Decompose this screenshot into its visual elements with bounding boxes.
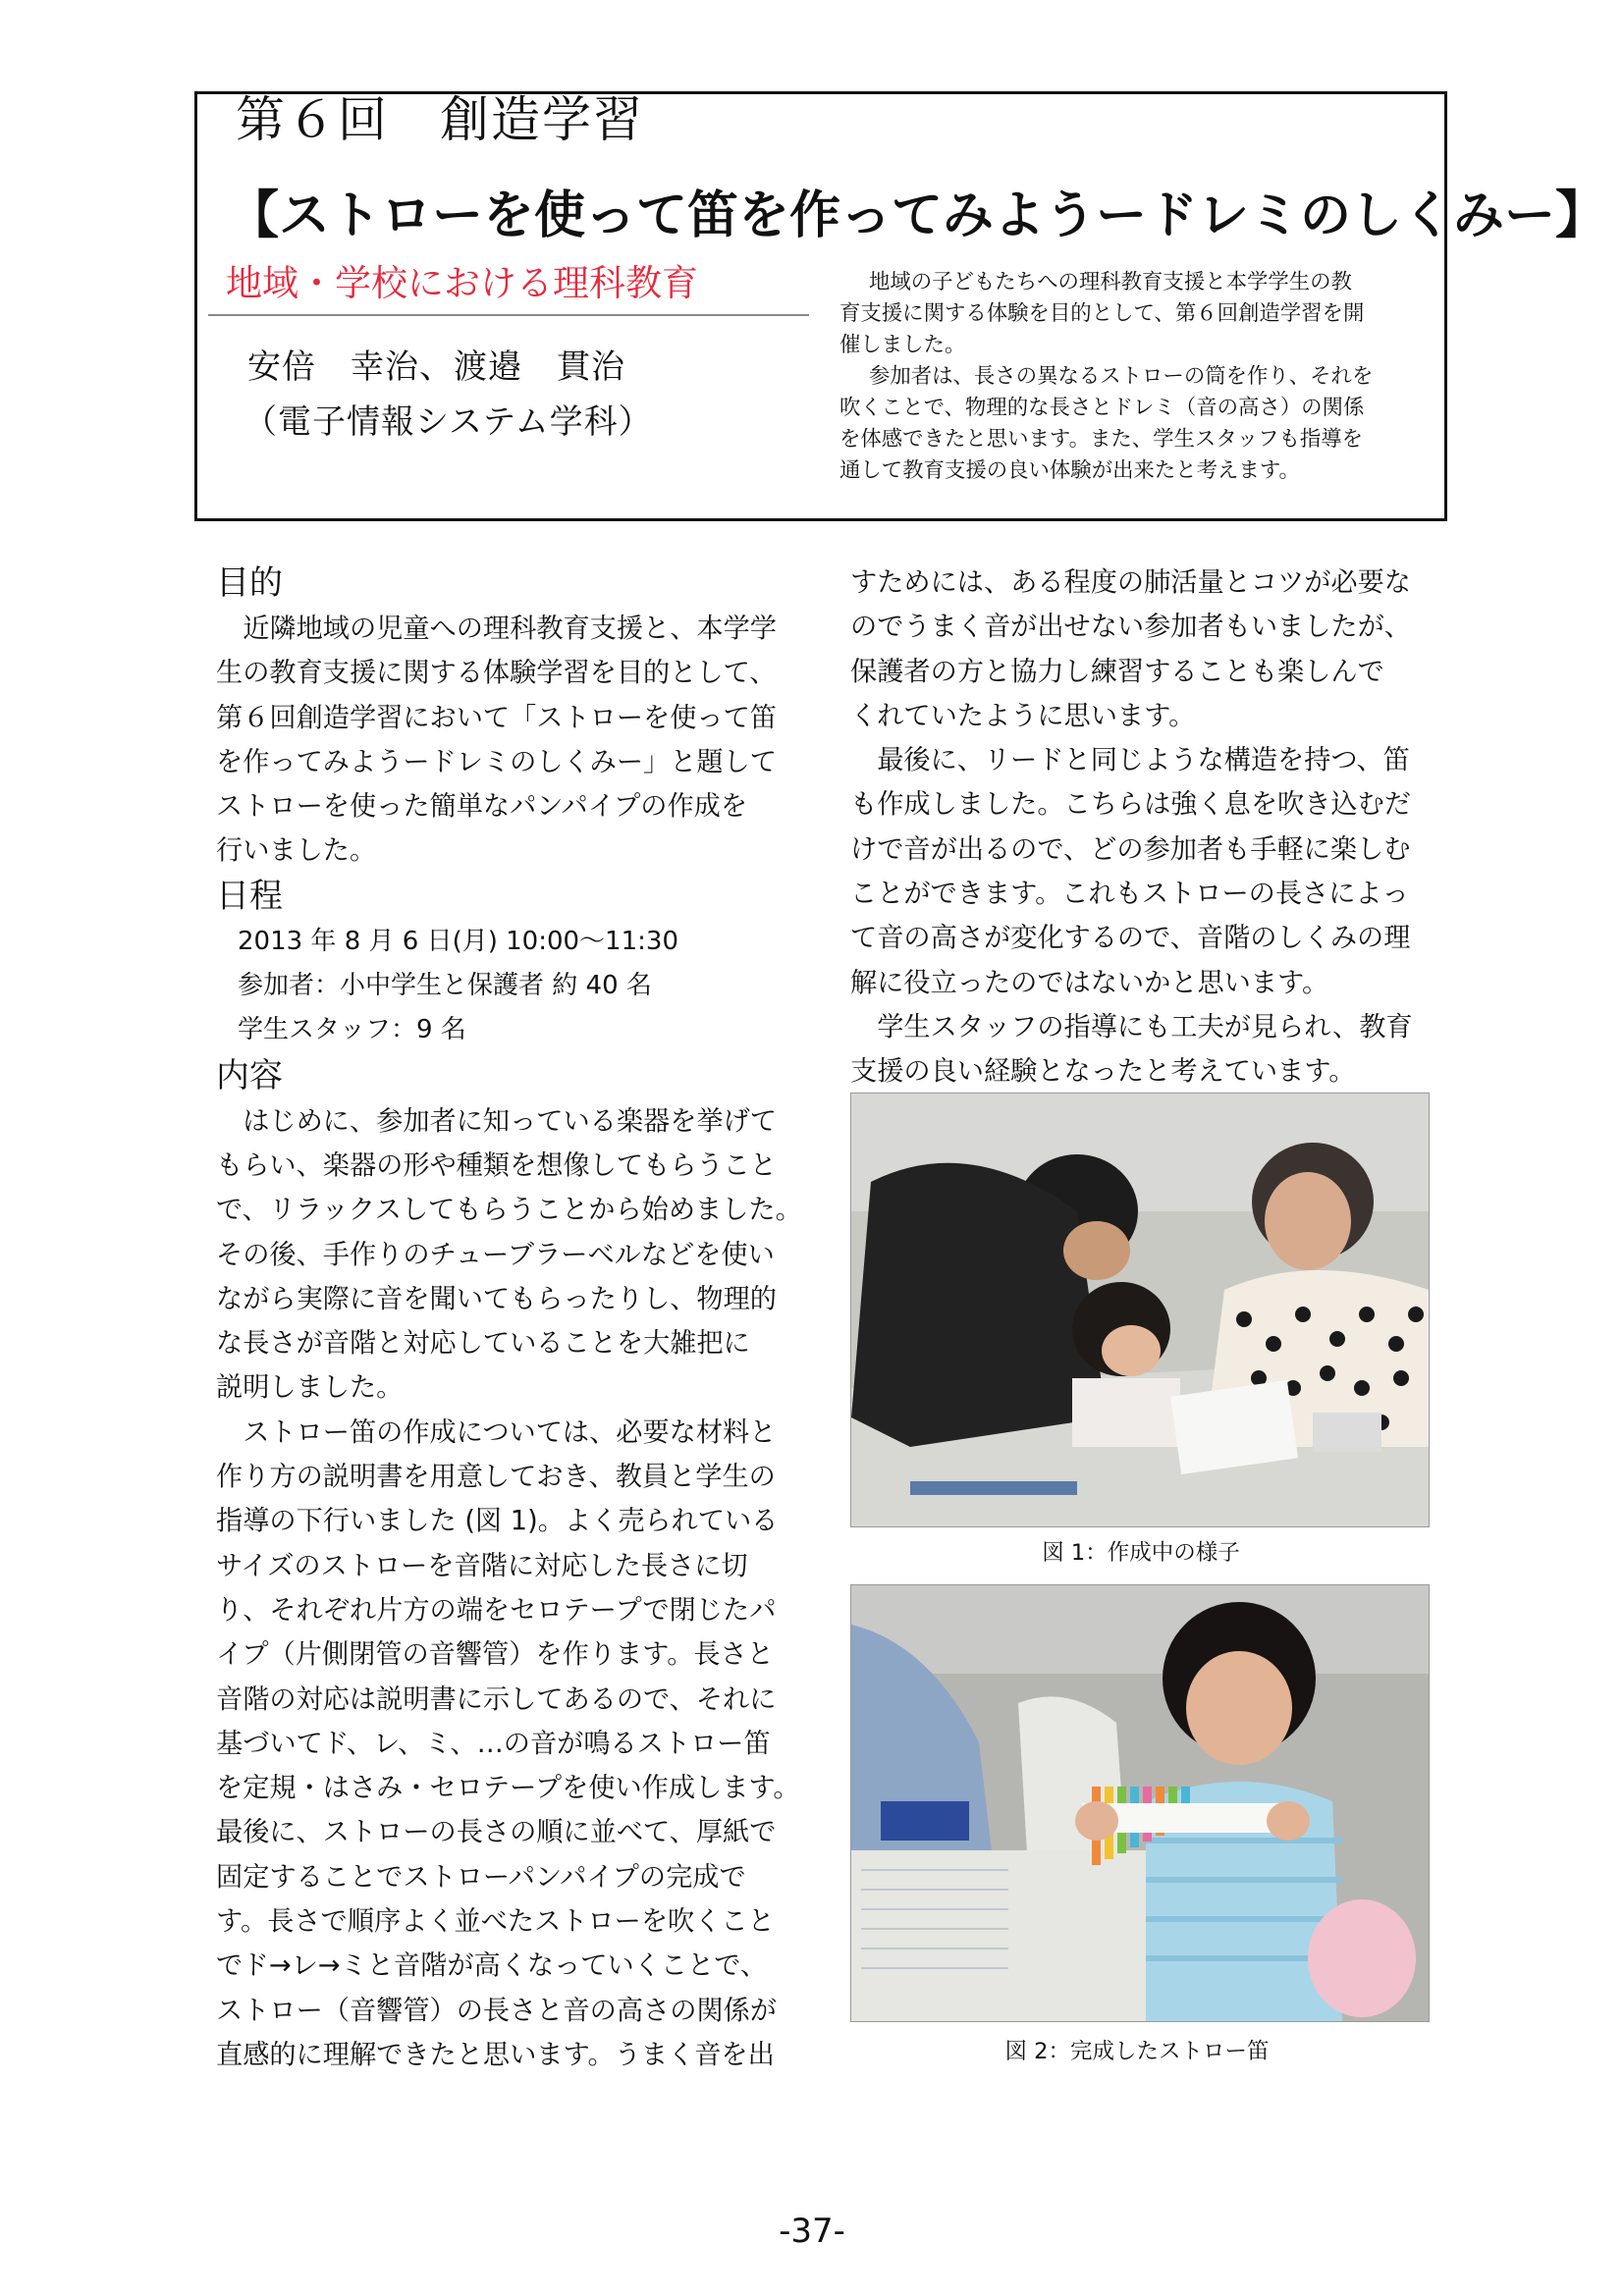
body-line: り、それぞれ片方の端をセロテープで閉じたパ: [216, 1594, 777, 1626]
field-divider: [208, 314, 809, 316]
abstract-line: 参加者は、長さの異なるストローの筒を作り、それを: [868, 364, 1374, 389]
body-line: 説明しました。: [216, 1372, 404, 1404]
figure-1-photo: [850, 1093, 1430, 1527]
figure-2-illustration: [851, 1585, 1429, 2021]
right-column: [850, 561, 1439, 1095]
body-line: 学生スタッフの指導にも工夫が見られ、教育: [877, 1011, 1413, 1042]
body-line: 作り方の説明書を用意しておき、教員と学生の: [216, 1462, 776, 1493]
body-line: 近隣地域の児童への理科教育支援と、本学学: [243, 614, 777, 644]
left-column: [216, 561, 805, 2077]
body-line: な長さが音階と対応していることを大雑把に: [216, 1328, 750, 1360]
body-line: もらい、楽器の形や種類を想像してもらうこと: [216, 1149, 777, 1181]
body-line: を作ってみようードレミのしくみー」と題して: [216, 746, 777, 777]
body-line: その後、手作りのチューブラーベルなどを使い: [216, 1239, 775, 1270]
figure-1-illustration: [851, 1094, 1429, 1526]
body-line: 行いました。: [216, 835, 377, 867]
body-line: はじめに、参加者に知っている楽器を挙げて: [243, 1105, 777, 1137]
article-title: 【ストローを使って笛を作ってみようードレミのしくみー】: [228, 187, 1607, 245]
abstract: [839, 267, 1409, 487]
body-line: て音の高さが変化するので、音階のしくみの理: [850, 923, 1411, 954]
schedule-participants: 参加者：小中学生と保護者 約 40 名: [238, 971, 652, 1001]
page-number: -37-: [779, 2212, 845, 2251]
body-line: 最後に、リードと同じような構造を持つ、笛: [877, 745, 1410, 776]
abstract-line: 吹くことで、物理的な長さとドレミ（音の高さ）の関係: [839, 396, 1365, 420]
body-line: 生の教育支援に関する体験学習を目的として、: [216, 658, 777, 689]
abstract-line: 育支援に関する体験を目的として、第６回創造学習を開: [839, 301, 1365, 326]
figure-2-photo: [850, 1584, 1430, 2022]
abstract-line: 催しました。: [839, 333, 966, 357]
body-line: くれていたように思います。: [850, 700, 1196, 731]
body-line: 第６回創造学習において「ストローを使って笛: [216, 702, 777, 733]
body-line: ながら実際に音を聞いてもらったりし、物理的: [216, 1283, 777, 1314]
body-line: 基づいてド、レ、ミ、…の音が鳴るストロー笛: [216, 1728, 771, 1759]
body-line: ことができます。これもストローの長さによっ: [850, 879, 1409, 910]
session-title: 第６回 創造学習: [236, 91, 644, 148]
figure-2-caption: 図 2：完成したストロー笛: [1004, 2039, 1270, 2064]
body-line: 最後に、ストローの長さの順に並べて、厚紙で: [216, 1817, 777, 1848]
body-line: でド→レ→ミと音階が高くなっていくことで、: [216, 1950, 768, 1982]
abstract-line: を体感できたと思います。また、学生スタッフも指導を: [839, 427, 1364, 452]
body-line: ストロー（音響管）の長さと音の高さの関係が: [216, 1995, 777, 2026]
body-line: も作成しました。こちらは強く息を吹き込むだ: [850, 789, 1411, 821]
body-line: 保護者の方と協力し練習することも楽しんで: [850, 656, 1384, 687]
field-label: 地域・学校における理科教育: [226, 262, 698, 304]
body-line: ストローを使った簡単なパンパイプの作成を: [216, 791, 748, 823]
schedule-staff: 学生スタッフ：9 名: [238, 1015, 466, 1045]
body-line: のでうまく音が出せない参加者もいましたが、: [850, 612, 1411, 643]
purpose-heading: 目的: [216, 563, 283, 603]
abstract-line: 通して教育支援の良い体験が出来たと考えます。: [839, 458, 1300, 483]
body-line: を定規・はさみ・セロテープを使い作成します。: [216, 1773, 800, 1804]
body-line: すためには、ある程度の肺活量とコツが必要な: [850, 567, 1411, 598]
body-line: サイズのストローを音階に対応した長さに切: [216, 1550, 748, 1581]
body-line: 支援の良い経験となったと考えています。: [850, 1056, 1356, 1088]
department: （電子情報システム学科）: [244, 402, 653, 442]
body-line: 直感的に理解できたと思います。うまく音を出: [216, 2039, 775, 2070]
abstract-line: 地域の子どもたちへの理科教育支援と本学学生の教: [868, 270, 1352, 294]
body-line: す。長さで順序よく並べたストローを吹くこと: [216, 1906, 775, 1938]
body-line: けで音が出るので、どの参加者も手軽に楽しむ: [850, 833, 1411, 865]
body-line: イプ（片側閉管の音響管）を作ります。長さと: [216, 1639, 774, 1671]
authors: 安倍 幸治、渡邉 貫治: [247, 347, 625, 387]
content-heading: 内容: [216, 1055, 283, 1095]
schedule-heading: 日程: [216, 876, 283, 916]
body-line: ストロー笛の作成については、必要な材料と: [243, 1416, 777, 1448]
body-line: 解に役立ったのではないかと思います。: [850, 967, 1329, 998]
body-line: 固定することでストローパンパイプの完成で: [216, 1861, 746, 1893]
body-line: で、リラックスしてもらうことから始めました。: [216, 1195, 802, 1226]
schedule-date: 2013 年 8 月 6 日(月) 10:00～11:30: [238, 926, 678, 956]
body-line: 指導の下行いました (図 1)。よく売られている: [216, 1506, 779, 1537]
body-line: 音階の対応は説明書に示してあるので、それに: [216, 1683, 777, 1715]
figure-1-caption: 図 1：作成中の様子: [1042, 1540, 1240, 1566]
